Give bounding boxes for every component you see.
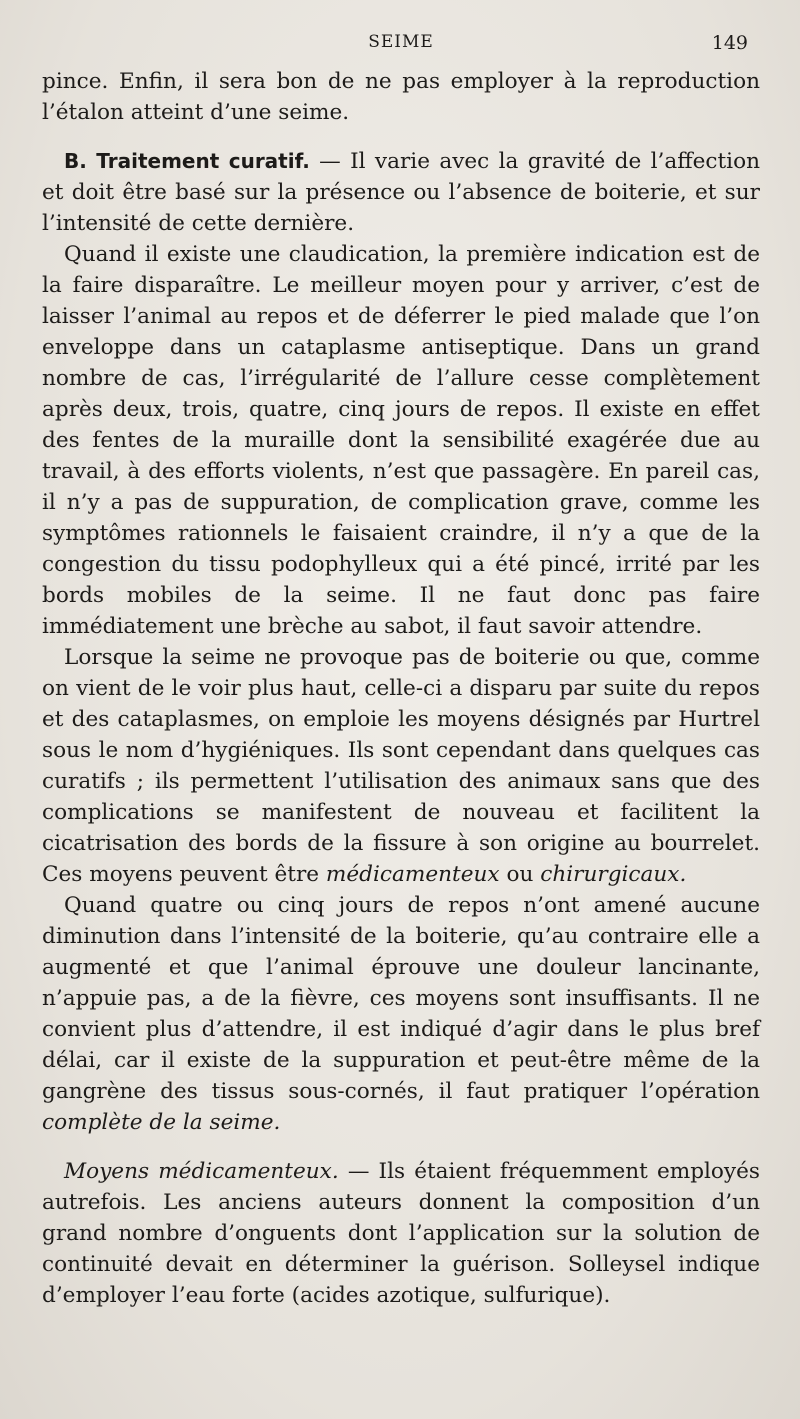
paragraph-moyens-medicamenteux <box>42 1156 760 1311</box>
paragraph-text: Quand quatre ou cinq jours de repos n’ont amené aucune diminution dans l’intensité de la boiterie, qu’au contraire elle a augmenté et que l’animal éprouve une douleur lancinante, n’appuie pas, a de la fièvre, ces moyens sont insuffisants. Il ne convient plus d’attendre, il est indiqué d’agir dans le plus bref délai, car il existe de la suppuration et peut-être même de la gangrène des tissus sous-cornés, il faut pratiquer l’opération <box>42 893 760 1104</box>
section-heading: B. Traitement curatif. <box>64 149 310 173</box>
italic-term: complète de la seime. <box>42 1110 281 1135</box>
paragraph-operation <box>42 890 760 1138</box>
page-number: 149 <box>711 32 748 54</box>
paragraph-text: Lorsque la seime ne provoque pas de boiterie ou que, comme on vient de le voir plus haut, celle-ci a disparu par suite du repos et des cataplasmes, on emploie les moyens désignés par Hurtrel sous le nom d’hygiéniques. Ils sont cependant dans quelques cas curatifs ; ils permettent l’utilisation des animaux sans que des complications se manifestent de nouveau et facilitent la cicatrisation des bords de la fissure à son origine au bourrelet. Ces moyens peuvent être <box>42 645 760 887</box>
paragraph-claudication <box>42 239 760 642</box>
page-body <box>42 66 760 1311</box>
paragraph-traitement-curatif <box>42 146 760 239</box>
italic-term: chirurgicaux. <box>540 862 687 887</box>
paragraph-text: pince. Enfin, il sera bon de ne pas employer à la reproduction l’étalon atteint d’une seime. <box>42 69 760 125</box>
paragraph-text: Quand il existe une claudication, la première indication est de la faire disparaître. Le meilleur moyen pour y arriver, c’est de laisser l’animal au repos et de déferrer le pied malade que l’on enveloppe dans un cataplasme antiseptique. Dans un grand nombre de cas, l’irrégularité de l’allure cesse complètement après deux, trois, quatre, cinq jours de repos. Il existe en effet des fentes de la muraille dont la sensibilité exagérée due au travail, à des efforts violents, n’est que passagère. En pareil cas, il n’y a pas de suppuration, de complication grave, comme les symptômes rationnels le faisaient craindre, il n’y a que de la congestion du tissu podophylleux qui a été pincé, irrité par les bords mobiles de la seime. Il ne faut donc pas faire immédiatement une brèche au sabot, il faut savoir attendre. <box>42 242 760 639</box>
paragraph-moyens-hygieniques <box>42 642 760 890</box>
section-gap <box>42 1138 760 1156</box>
paragraph-text: — Ils étaient fréquemment employés autrefois. Les anciens auteurs donnent la composition d’un grand nombre d’onguents dont l’application sur la solution de continuité devait en déterminer la guérison. Solleysel indique d’employer l’eau forte (acides azotique, sulfurique). <box>42 1159 760 1308</box>
section-gap <box>42 128 760 146</box>
paragraph-text: ou <box>499 862 541 887</box>
running-title: SEIME <box>368 32 434 52</box>
page-header <box>42 30 760 66</box>
paragraph-text: — Il varie avec la gravité de l’affection et doit être basé sur la présence ou l’absence de boiterie, et sur l’intensité de cette dernière. <box>42 149 760 236</box>
subsection-heading: Moyens médicamenteux. <box>64 1159 339 1184</box>
italic-term: médicamenteux <box>325 862 500 887</box>
paragraph-continuation <box>42 66 760 128</box>
